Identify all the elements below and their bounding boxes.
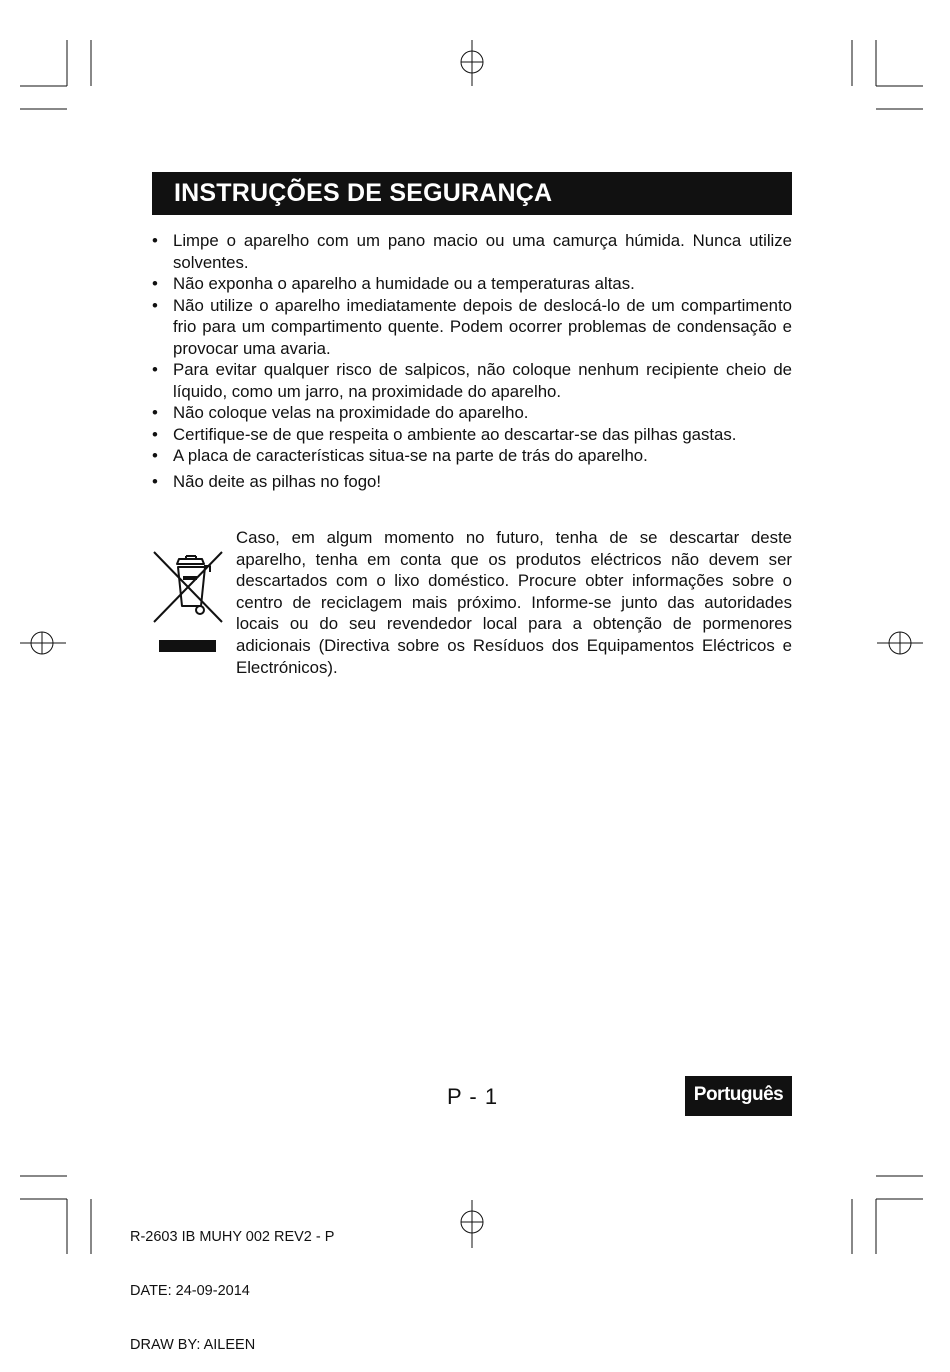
document-date: DATE: 24-09-2014 — [130, 1283, 250, 1299]
safety-instructions-list — [152, 230, 792, 492]
list-item: • Não coloque velas na proximidade do aparelho. — [152, 402, 792, 424]
print-info — [130, 1192, 334, 1372]
document-author: DRAW BY: AILEEN — [130, 1337, 256, 1353]
list-item: • A placa de características situa-se na parte de trás do aparelho. — [152, 445, 792, 467]
list-item: • Certifique-se de que respeita o ambiente ao descartar-se das pilhas gastas. — [152, 424, 792, 446]
language-tag: Português — [685, 1076, 792, 1116]
document-code: R-2603 IB MUHY 002 REV2 - P — [130, 1229, 335, 1245]
crossed-out-wheelie-bin-icon — [150, 548, 226, 626]
section-title: INSTRUÇÕES DE SEGURANÇA — [174, 179, 553, 207]
section-header — [152, 172, 792, 215]
list-item: • Não deite as pilhas no fogo! — [152, 471, 792, 493]
recycle-bar-mark — [159, 640, 216, 652]
list-item: • Não exponha o aparelho a humidade ou a temperaturas altas. — [152, 273, 792, 295]
list-item: • Limpe o aparelho com um pano macio ou uma camurça húmida. Nunca utilize solventes. — [152, 230, 792, 273]
page-number: P - 1 — [447, 1084, 499, 1109]
list-item: • Não utilize o aparelho imediatamente depois de deslocá-lo de um compartimento frio para um compartimento quente. Podem ocorrer problemas de condensação e provocar uma avaria. — [152, 295, 792, 360]
list-item: • Para evitar qualquer risco de salpicos, não coloque nenhum recipiente cheio de líquido, como um jarro, na proximidade do aparelho. — [152, 359, 792, 402]
disposal-notice: Caso, em algum momento no futuro, tenha de se descartar deste aparelho, tenha em conta que os produtos eléctricos não devem ser descartados com o lixo doméstico. Procure obter informações sobre o centro de reciclagem mais próximo. Informe-se junto das autoridades locais ou do seu revendedor local para a obtenção de pormenores adicionais (Directiva sobre os Resíduos dos Equipamentos Eléctricos e Electrónicos). — [236, 528, 792, 677]
